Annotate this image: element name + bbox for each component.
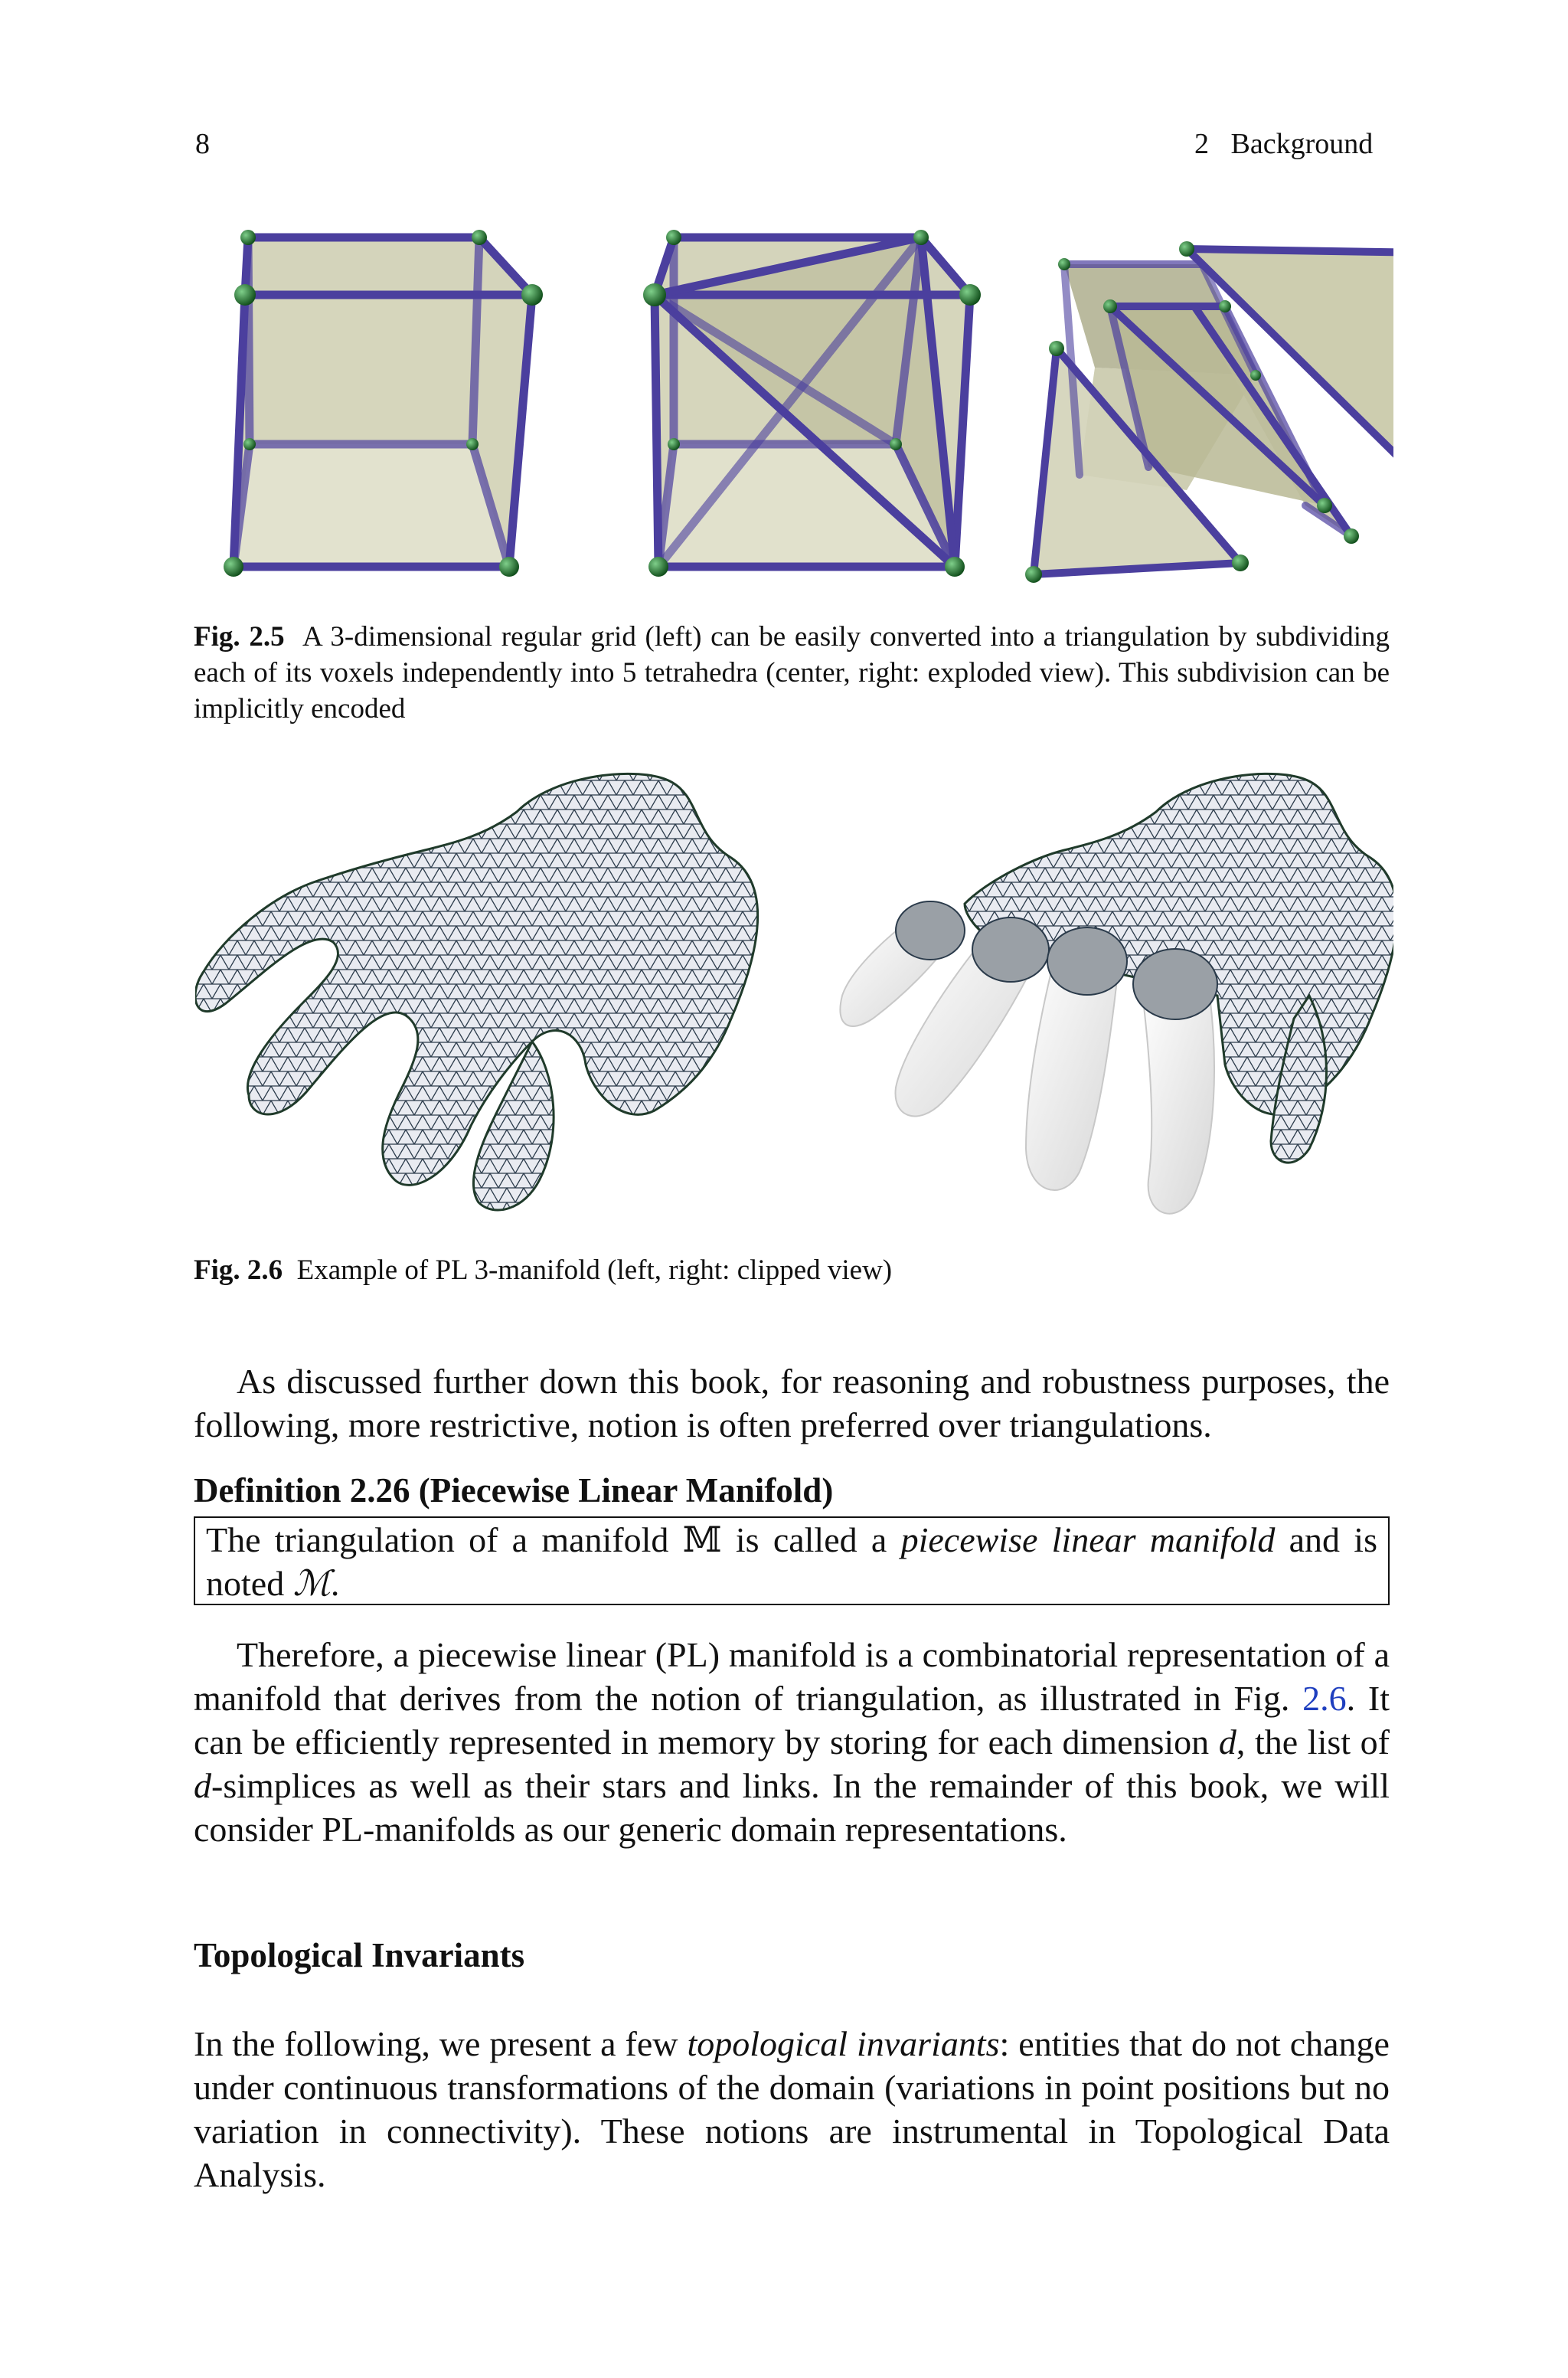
paragraph-2 bbox=[194, 1633, 1390, 1851]
caption-text: A 3-dimensional regular grid (left) can be easily converted into a triangulation by subdividing each of its voxels independently into 5 tetrahedra (center, right: exploded view). This subdivision can be implicitly encoded bbox=[194, 621, 1390, 725]
page-number: 8 bbox=[195, 128, 210, 160]
figure-label: Fig. 2.6 bbox=[194, 1254, 283, 1286]
paragraph-text: . It can be efficiently represented in memory by storing for each dimension bbox=[194, 1679, 1390, 1761]
definition-box bbox=[194, 1516, 1390, 1605]
chapter-title: Background bbox=[1230, 128, 1374, 160]
running-head bbox=[1194, 127, 1373, 161]
paragraph-text: In the following, we present a few bbox=[194, 2024, 688, 2063]
paragraph-text: : entities that do not change under continuous transformations of the domain (variations in point positions but no variation in connectivity). These notions are instrumental in Topological Data Analysis. bbox=[194, 2024, 1390, 2194]
figure-2-6-caption bbox=[194, 1252, 1390, 1288]
caption-text: Example of PL 3-manifold (left, right: clipped view) bbox=[296, 1254, 893, 1286]
definition-text: is called a bbox=[721, 1520, 901, 1559]
pl-manifold-hand bbox=[195, 774, 758, 1210]
paragraph-3 bbox=[194, 2022, 1390, 2196]
grid-cube bbox=[224, 230, 543, 577]
figure-label: Fig. 2.5 bbox=[194, 621, 285, 653]
paragraph-1: As discussed further down this book, for reasoning and robustness purposes, the following, more restrictive, notion is often preferred over triangulations. bbox=[194, 1362, 1390, 1444]
variable-d: d bbox=[194, 1766, 211, 1805]
definition-text: . bbox=[330, 1564, 340, 1603]
blackboard-m-symbol: 𝕄 bbox=[682, 1520, 722, 1559]
section-heading: Topological Invariants bbox=[194, 1936, 525, 1974]
paragraph-text: , the list of bbox=[1236, 1722, 1390, 1761]
figure-2-5 bbox=[191, 222, 1393, 590]
definition-text: The triangulation of a manifold bbox=[206, 1520, 683, 1559]
variable-d: d bbox=[1218, 1722, 1236, 1761]
definition-text: and is noted bbox=[206, 1520, 1377, 1603]
tetrahedra-cube bbox=[643, 230, 981, 577]
chapter-number: 2 bbox=[1194, 128, 1209, 160]
figure-2-5-caption bbox=[194, 619, 1390, 727]
exploded-tetrahedra bbox=[1025, 241, 1393, 583]
paragraph-text: Therefore, a piecewise linear (PL) manifold is a combinatorial representation of a manifold that derives from the notion of triangulation, as illustrated in Fig. bbox=[194, 1635, 1390, 1718]
emphasized-term: topological invariants bbox=[687, 2024, 1000, 2063]
definition-term: piecewise linear manifold bbox=[900, 1520, 1276, 1559]
definition-title: Definition 2.26 (Piecewise Linear Manifold) bbox=[194, 1471, 834, 1510]
clipped-view-hand bbox=[840, 774, 1393, 1213]
figure-2-6 bbox=[195, 766, 1393, 1225]
figure-reference-link[interactable]: 2.6 bbox=[1302, 1679, 1347, 1718]
script-m-symbol: ℳ bbox=[292, 1564, 331, 1603]
paragraph-text: -simplices as well as their stars and links. In the remainder of this book, we will consider PL-manifolds as our generic domain representations. bbox=[194, 1766, 1390, 1849]
